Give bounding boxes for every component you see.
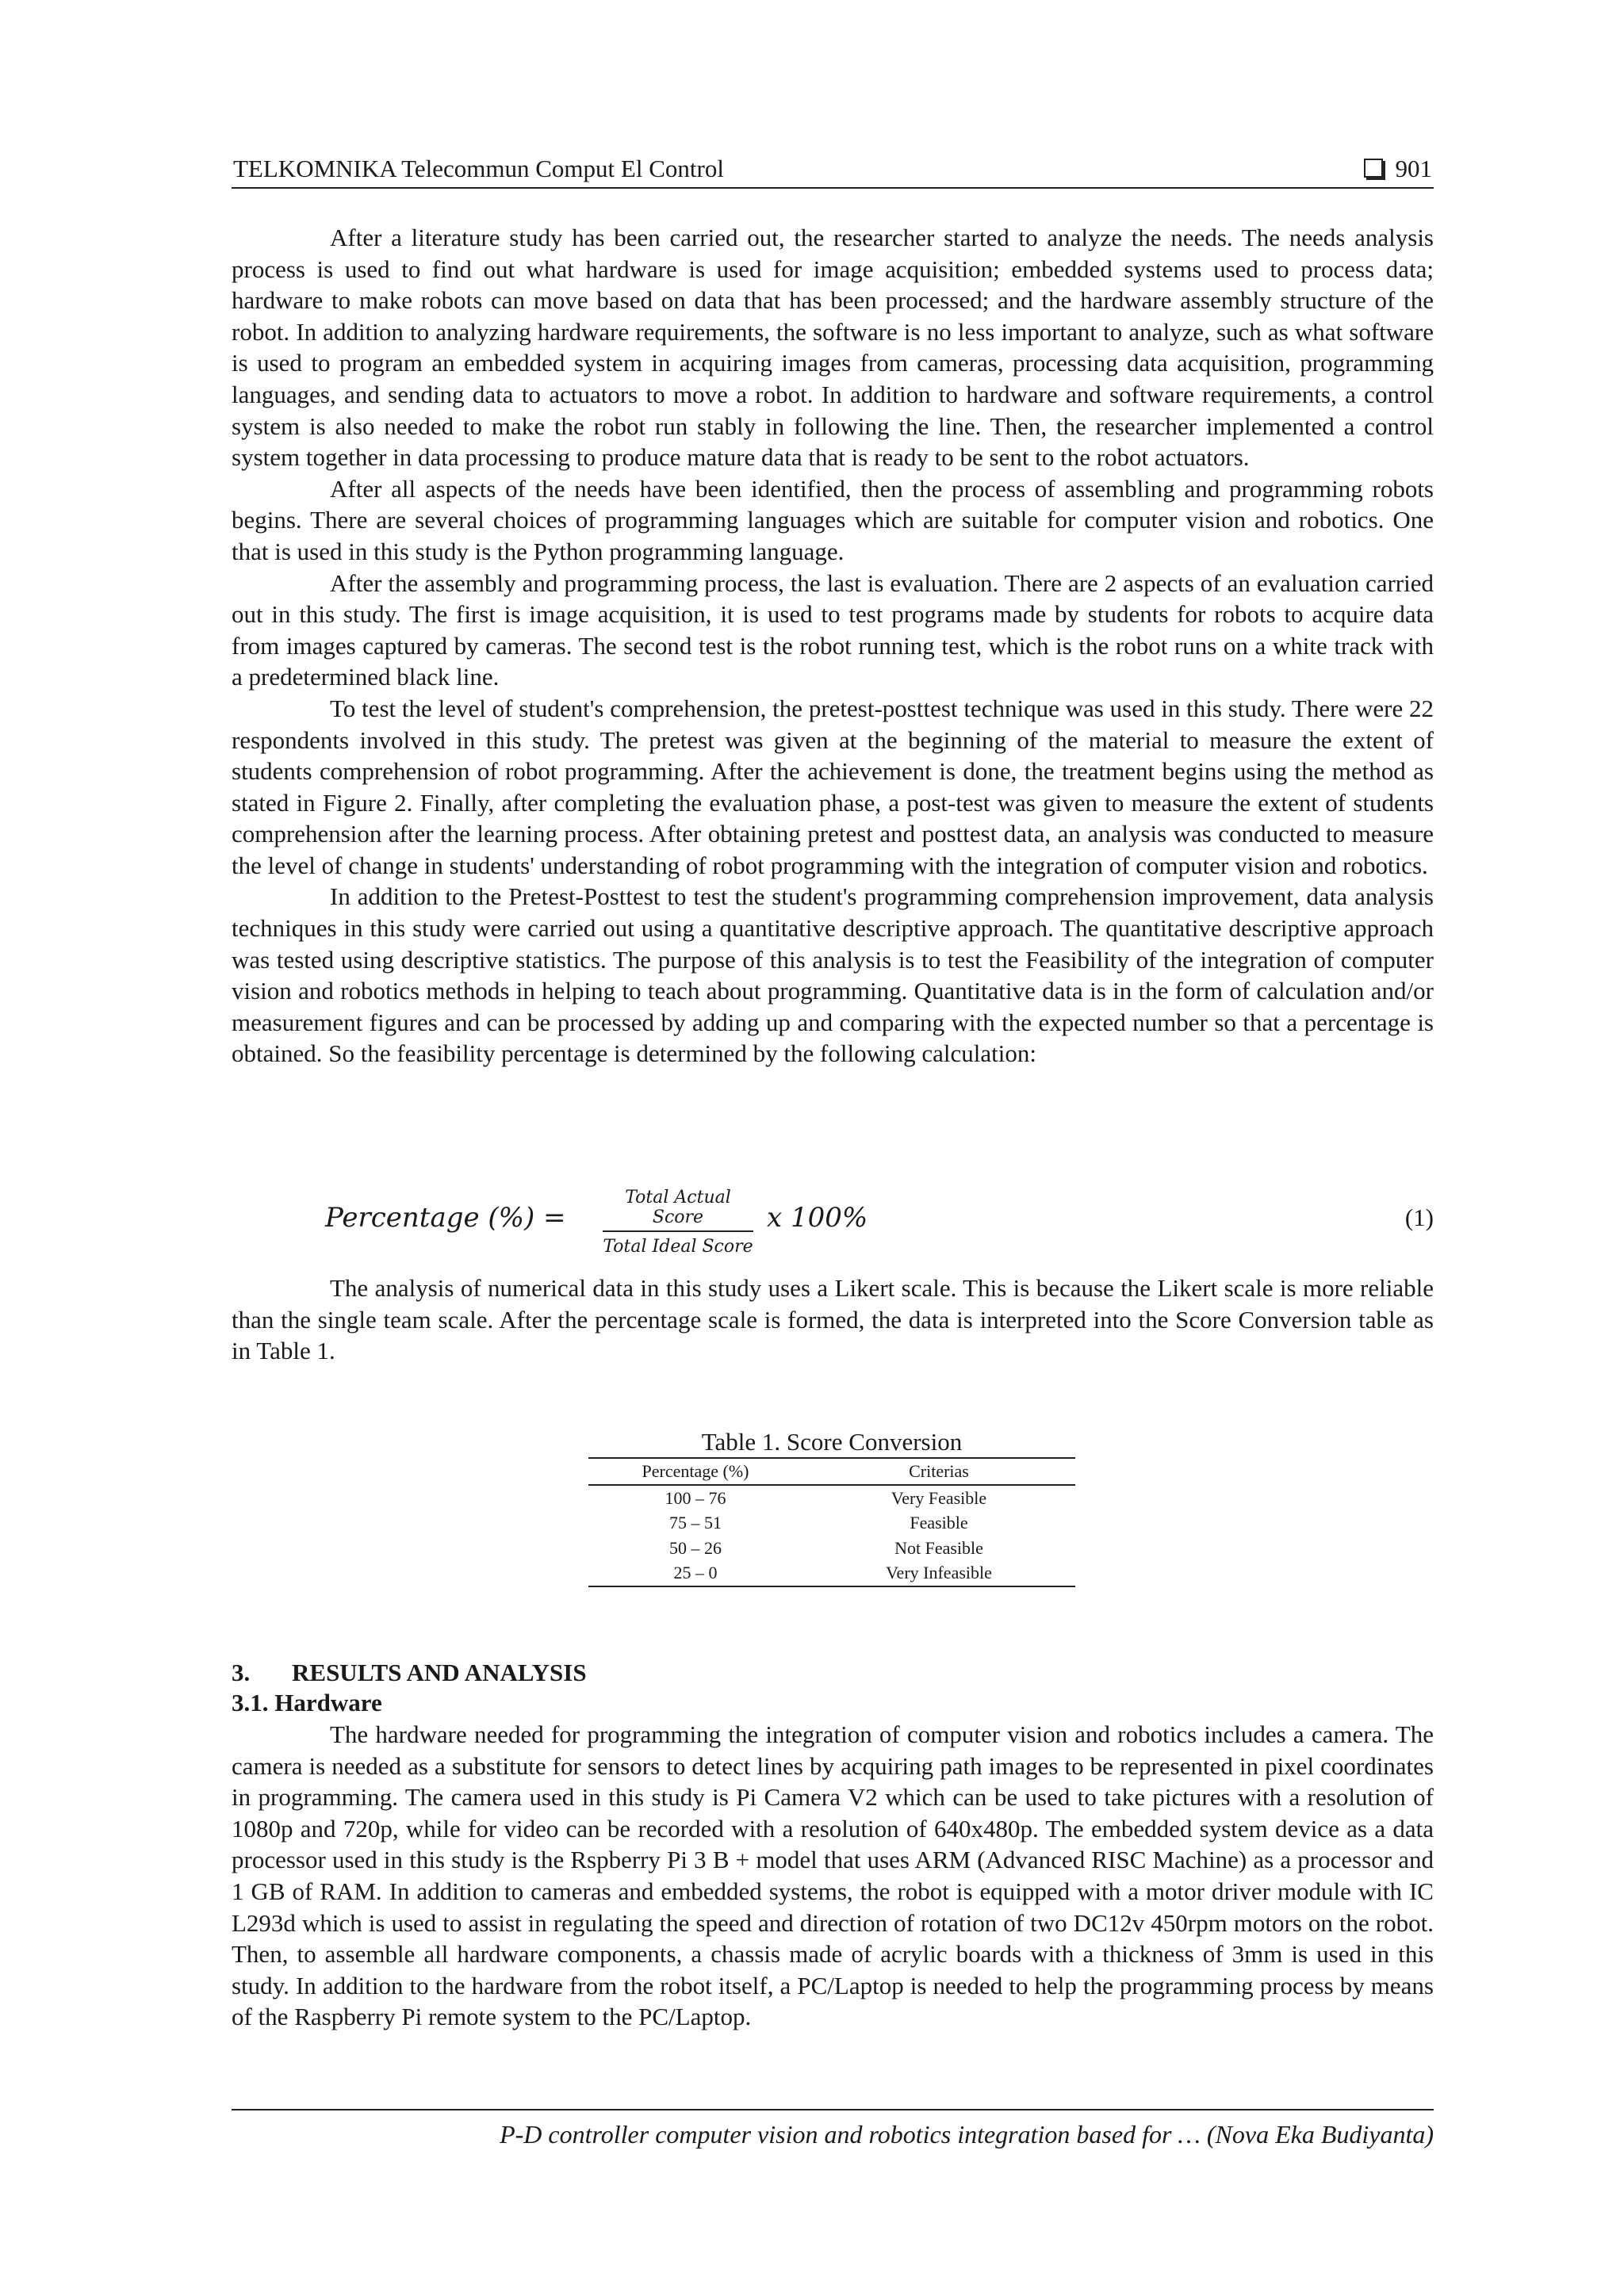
column-header: Percentage (%) (588, 1458, 802, 1485)
equation-lhs: Percentage (%) = (325, 1202, 566, 1234)
table-row (588, 1536, 1075, 1561)
table-cell: 25 – 0 (673, 1563, 718, 1582)
table-cell: Not Feasible (894, 1537, 983, 1558)
paragraph: The hardware needed for programming the integration of computer vision and robotics includes a camera. The camera is needed as a substitute for sensors to detect lines by acquiring path images to be represented in pixel coordinates in programming. The camera used in this study is Pi Camera V2 which can be used to take pictures with a resolution of 1080p and 720p, while for video can be recorded with a resolution of 640x480p. The embedded system device as a data processor used in this study is the Rspberry Pi 3 B + model that uses ARM (Advanced RISC Machine) as a processor and 1 GB of RAM. In addition to cameras and embedded systems, the robot is equipped with a motor driver module with IC L293d which is used to assist in regulating the speed and direction of rotation of two DC12v 450rpm motors on the robot. Then, to assemble all hardware components, a chassis made of acrylic boards with a thickness of 3mm is used in this study. In addition to the hardware from the robot itself, a PC/Laptop is needed to help the programming process by means of the Raspberry Pi remote system to the PC/Laptop. (232, 1720, 1434, 2031)
running-footer: P-D controller computer vision and robotics integration based for … (Nova Eka Budiyanta) (232, 2109, 1434, 2161)
table-caption: Table 1. Score Conversion (701, 1428, 963, 1456)
paragraph: To test the level of student's comprehension, the pretest-posttest technique was used in this study. There were 22 respondents involved in this study. The pretest was given at the beginning of the material to measure the extent of students comprehension of robot programming. After the achievement is done, the treatment begins using the method as stated in Figure 2. Finally, after completing the evaluation phase, a post-test was given to measure the extent of students comprehension after the learning process. After obtaining pretest and posttest data, an analysis was conducted to measure the level of change in students' understanding of robot programming with the integration of computer vision and robotics. (232, 694, 1434, 879)
section-heading (232, 1657, 587, 1689)
subsection-title: Hardware (274, 1689, 382, 1716)
square-bullet-icon (1364, 159, 1383, 178)
paragraph: After a literature study has been carried out, the researcher started to analyze the needs. The needs analysis process is used to find out what hardware is used for image acquisition; embedded systems used to process data; hardware to make robots can move based on data that has been processed; and the hardware assembly structure of the robot. In addition to analyzing hardware requirements, the software is no less important to analyze, such as what software is used to program an embedded system in acquiring images from cameras, processing data acquisition, programming languages, and sending data to actuators to move a robot. In addition to hardware and software requirements, a control system is also needed to make the robot run stably in following the line. Then, the researcher implemented a control system together in data processing to produce mature data that is ready to be sent to the robot actuators. (232, 224, 1434, 472)
table-cell: Very Infeasible (886, 1563, 992, 1582)
table-cell: Feasible (910, 1513, 968, 1533)
equation-numerator: Total Actual Score (603, 1188, 753, 1232)
equation-fraction (603, 1188, 753, 1257)
table-cell: 100 – 76 (665, 1487, 726, 1508)
paragraph: The analysis of numerical data in this study uses a Likert scale. This is because the Likert scale is more reliable than the single team scale. After the percentage scale is formed, the data is interpreted into the Score Conversion table as in Table 1. (232, 1274, 1434, 1365)
table-row (588, 1560, 1075, 1586)
paragraph: After all aspects of the needs have been identified, then the process of assembling and programming robots begins. There are several choices of programming languages which are suitable for computer vision and robotics. One that is used in this study is the Python programming language. (232, 474, 1434, 565)
journal-title: TELKOMNIKA Telecommun Comput El Control (233, 155, 724, 182)
table-row (588, 1510, 1075, 1536)
equation-number: (1) (1404, 1203, 1434, 1231)
equation-denominator: Total Ideal Score (603, 1237, 753, 1257)
table-cell: 50 – 26 (669, 1537, 722, 1558)
subsection-number: 3.1. (232, 1689, 269, 1716)
running-header (232, 151, 1434, 189)
table-row (588, 1485, 1075, 1511)
table (588, 1457, 1075, 1587)
score-conversion-table (588, 1427, 1075, 1587)
table-cell: 75 – 51 (669, 1513, 722, 1533)
equation-rhs: x 100% (767, 1202, 868, 1234)
column-header: Criterias (802, 1458, 1075, 1485)
subsection-heading (232, 1687, 382, 1719)
body-text-likert (232, 1272, 1434, 1367)
section-number: 3. (232, 1659, 251, 1686)
body-text-top (232, 222, 1434, 1070)
body-text-hardware (232, 1719, 1434, 2033)
table-header-row (588, 1458, 1075, 1485)
section-title: RESULTS AND ANALYSIS (292, 1659, 587, 1686)
equation-1 (232, 1183, 1434, 1257)
paragraph: In addition to the Pretest-Posttest to test the student's programming comprehension improvement, data analysis techniques in this study were carried out using a quantitative descriptive approach. The quantitative descriptive approach was tested using descriptive statistics. The purpose of this analysis is to test the Feasibility of the integration of computer vision and robotics methods in helping to teach about programming. Quantitative data is in the form of calculation and/or measurement figures and can be processed by adding up and comparing with the expected number so that a percentage is obtained. So the feasibility percentage is determined by the following calculation: (232, 882, 1434, 1068)
paragraph: After the assembly and programming process, the last is evaluation. There are 2 aspects of an evaluation carried out in this study. The first is image acquisition, it is used to test programs made by students for robots to acquire data from images captured by cameras. The second test is the robot running test, which is the robot runs on a white track with a predetermined black line. (232, 568, 1434, 691)
page-number: 901 (1395, 155, 1432, 182)
table-cell: Very Feasible (891, 1487, 987, 1508)
page-number-group (1364, 151, 1433, 187)
